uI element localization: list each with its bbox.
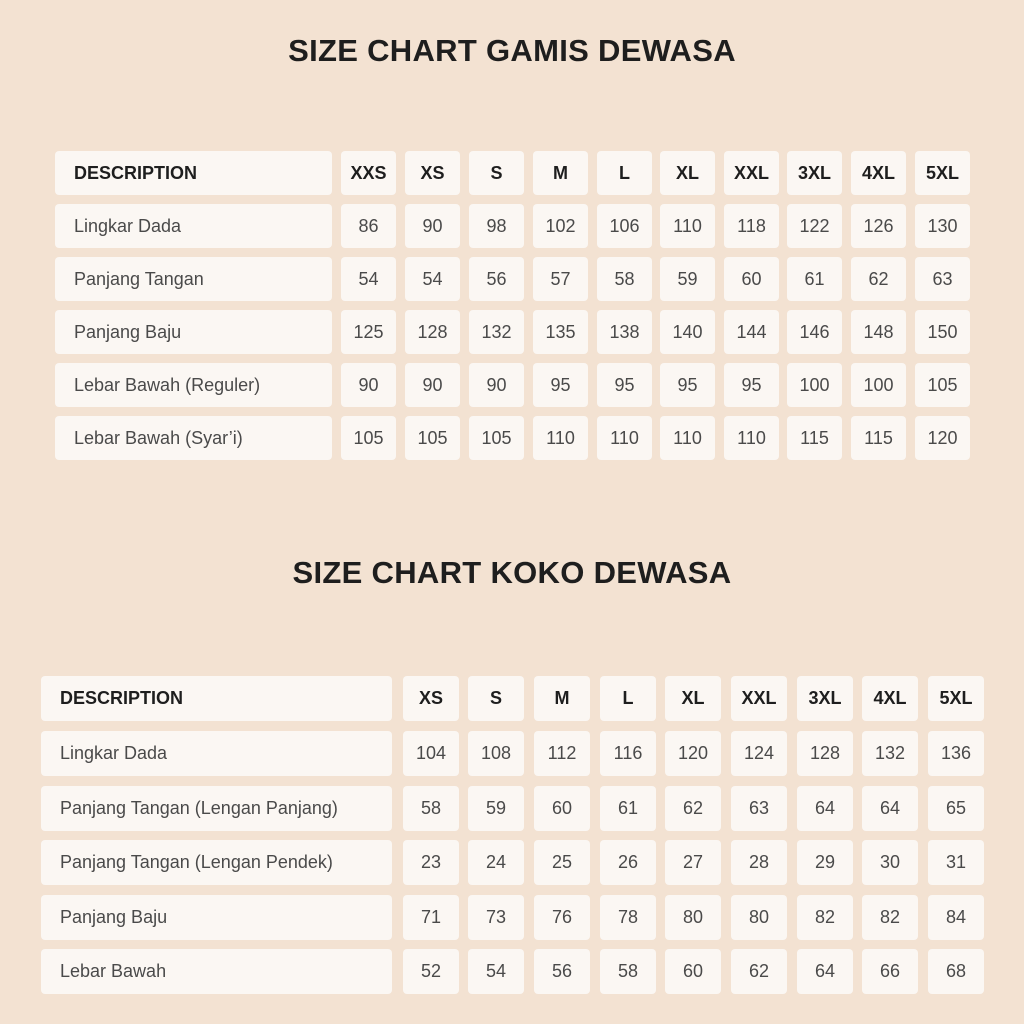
size-value: 60: [665, 949, 721, 994]
size-value: 105: [341, 416, 396, 460]
size-value: 108: [468, 731, 524, 776]
size-value: 95: [724, 363, 779, 407]
size-value: 31: [928, 840, 984, 885]
size-value: 95: [597, 363, 652, 407]
size-value: 64: [797, 949, 853, 994]
size-value: 132: [862, 731, 918, 776]
size-value: 140: [660, 310, 715, 354]
size-value: 56: [469, 257, 524, 301]
size-value: 106: [597, 204, 652, 248]
size-value: 64: [797, 786, 853, 831]
size-value: 105: [915, 363, 970, 407]
header-size: XXL: [724, 151, 779, 195]
header-size: L: [600, 676, 656, 721]
size-value: 59: [660, 257, 715, 301]
size-value: 61: [787, 257, 842, 301]
row-label: Lingkar Dada: [55, 204, 332, 248]
size-value: 115: [787, 416, 842, 460]
size-value: 90: [341, 363, 396, 407]
size-value: 144: [724, 310, 779, 354]
gamis-title: SIZE CHART GAMIS DEWASA: [288, 33, 736, 68]
size-value: 25: [534, 840, 590, 885]
size-value: 95: [660, 363, 715, 407]
size-value: 100: [851, 363, 906, 407]
size-value: 150: [915, 310, 970, 354]
size-value: 78: [600, 895, 656, 940]
size-value: 54: [405, 257, 460, 301]
size-value: 100: [787, 363, 842, 407]
header-size: XS: [403, 676, 459, 721]
size-value: 105: [405, 416, 460, 460]
size-value: 58: [403, 786, 459, 831]
header-size: 5XL: [915, 151, 970, 195]
size-value: 128: [797, 731, 853, 776]
size-value: 26: [600, 840, 656, 885]
header-description: DESCRIPTION: [41, 676, 392, 721]
size-value: 112: [534, 731, 590, 776]
size-value: 82: [797, 895, 853, 940]
size-value: 115: [851, 416, 906, 460]
header-size: S: [469, 151, 524, 195]
row-label: Panjang Baju: [55, 310, 332, 354]
size-value: 110: [533, 416, 588, 460]
header-size: XL: [665, 676, 721, 721]
size-value: 64: [862, 786, 918, 831]
row-label: Panjang Tangan (Lengan Pendek): [41, 840, 392, 885]
size-value: 60: [534, 786, 590, 831]
row-label: Lingkar Dada: [41, 731, 392, 776]
size-value: 63: [915, 257, 970, 301]
size-value: 54: [341, 257, 396, 301]
size-value: 65: [928, 786, 984, 831]
size-value: 76: [534, 895, 590, 940]
size-value: 110: [660, 204, 715, 248]
size-value: 62: [731, 949, 787, 994]
size-value: 58: [600, 949, 656, 994]
row-label: Lebar Bawah (Reguler): [55, 363, 332, 407]
size-value: 130: [915, 204, 970, 248]
size-value: 73: [468, 895, 524, 940]
size-value: 58: [597, 257, 652, 301]
header-size: XL: [660, 151, 715, 195]
row-label: Panjang Tangan: [55, 257, 332, 301]
size-value: 124: [731, 731, 787, 776]
size-value: 102: [533, 204, 588, 248]
header-size: 3XL: [787, 151, 842, 195]
header-size: 3XL: [797, 676, 853, 721]
size-value: 62: [665, 786, 721, 831]
size-value: 61: [600, 786, 656, 831]
size-value: 126: [851, 204, 906, 248]
size-value: 98: [469, 204, 524, 248]
size-value: 120: [915, 416, 970, 460]
header-size: 4XL: [851, 151, 906, 195]
size-value: 56: [534, 949, 590, 994]
size-value: 128: [405, 310, 460, 354]
size-value: 29: [797, 840, 853, 885]
size-value: 90: [405, 204, 460, 248]
size-value: 80: [731, 895, 787, 940]
size-value: 132: [469, 310, 524, 354]
size-value: 125: [341, 310, 396, 354]
size-value: 71: [403, 895, 459, 940]
row-label: Lebar Bawah (Syar’i): [55, 416, 332, 460]
size-value: 138: [597, 310, 652, 354]
size-value: 136: [928, 731, 984, 776]
size-value: 110: [660, 416, 715, 460]
size-value: 28: [731, 840, 787, 885]
size-value: 135: [533, 310, 588, 354]
size-value: 118: [724, 204, 779, 248]
header-size: 4XL: [862, 676, 918, 721]
size-value: 63: [731, 786, 787, 831]
size-value: 80: [665, 895, 721, 940]
size-value: 54: [468, 949, 524, 994]
size-value: 122: [787, 204, 842, 248]
header-size: S: [468, 676, 524, 721]
header-size: M: [534, 676, 590, 721]
header-size: 5XL: [928, 676, 984, 721]
size-value: 60: [724, 257, 779, 301]
size-value: 110: [597, 416, 652, 460]
size-value: 59: [468, 786, 524, 831]
size-value: 148: [851, 310, 906, 354]
size-value: 120: [665, 731, 721, 776]
size-value: 116: [600, 731, 656, 776]
row-label: Panjang Tangan (Lengan Panjang): [41, 786, 392, 831]
size-value: 82: [862, 895, 918, 940]
header-size: XS: [405, 151, 460, 195]
size-value: 27: [665, 840, 721, 885]
size-value: 84: [928, 895, 984, 940]
size-value: 62: [851, 257, 906, 301]
koko-title: SIZE CHART KOKO DEWASA: [292, 555, 732, 590]
size-value: 90: [405, 363, 460, 407]
size-value: 57: [533, 257, 588, 301]
size-value: 66: [862, 949, 918, 994]
size-value: 68: [928, 949, 984, 994]
size-value: 110: [724, 416, 779, 460]
row-label: Panjang Baju: [41, 895, 392, 940]
header-size: XXS: [341, 151, 396, 195]
size-value: 52: [403, 949, 459, 994]
size-value: 90: [469, 363, 524, 407]
size-value: 146: [787, 310, 842, 354]
size-value: 30: [862, 840, 918, 885]
row-label: Lebar Bawah: [41, 949, 392, 994]
size-value: 95: [533, 363, 588, 407]
header-size: M: [533, 151, 588, 195]
size-value: 23: [403, 840, 459, 885]
header-description: DESCRIPTION: [55, 151, 332, 195]
header-size: L: [597, 151, 652, 195]
header-size: XXL: [731, 676, 787, 721]
size-value: 24: [468, 840, 524, 885]
size-value: 86: [341, 204, 396, 248]
size-value: 105: [469, 416, 524, 460]
size-value: 104: [403, 731, 459, 776]
